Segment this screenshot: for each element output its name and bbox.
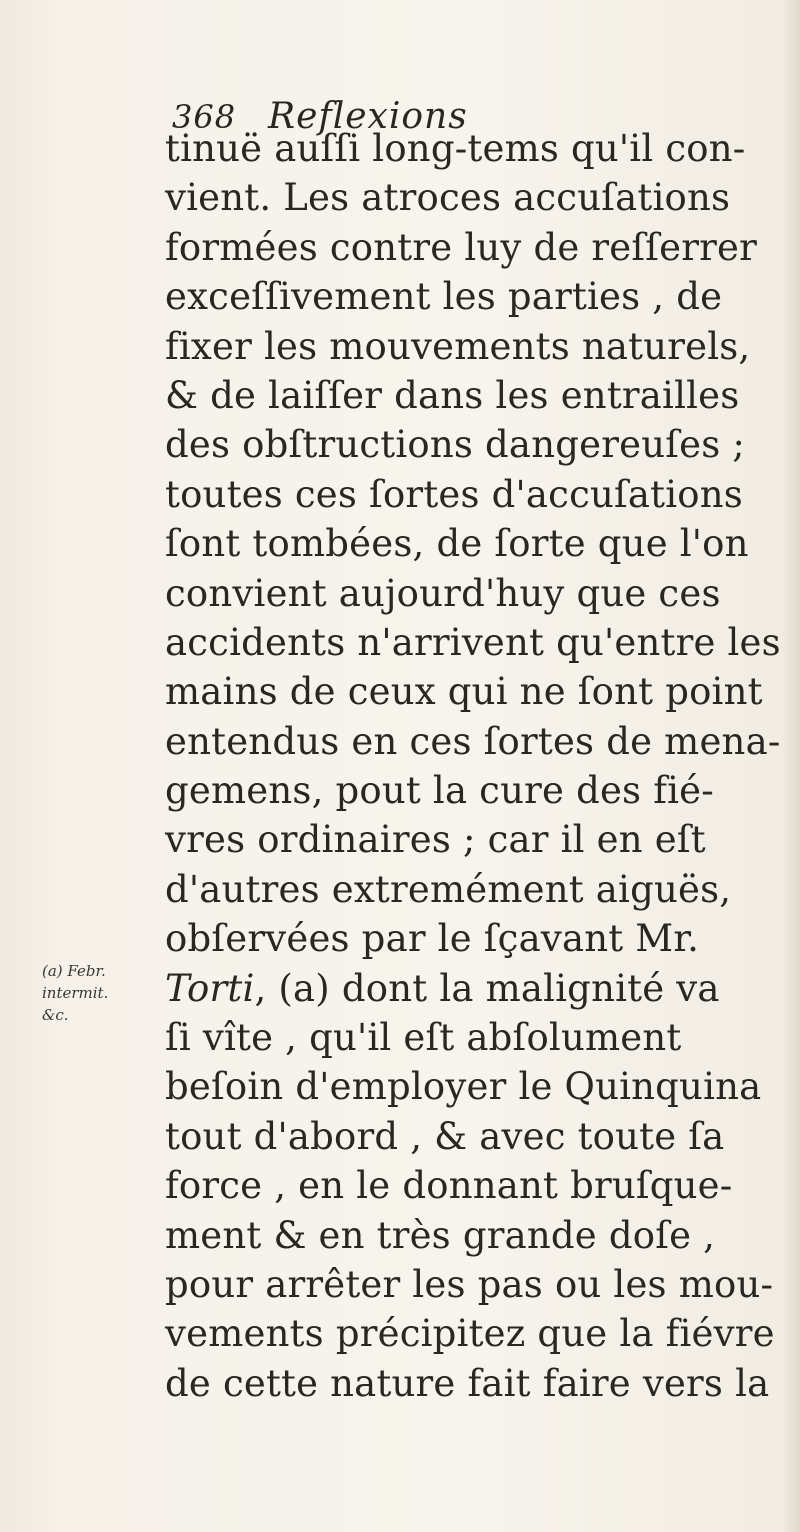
text-line: ſont tombées, de ſorte que l'on xyxy=(165,522,749,566)
text-line: obſervées par le ſçavant Mr. xyxy=(165,917,700,961)
text-line: formées contre luy de reſſerrer xyxy=(165,225,758,269)
text-line: toutes ces ſortes d'accuſations xyxy=(165,472,743,516)
text-line-rest: , (a) dont la malignité va xyxy=(254,966,720,1010)
text-line: fixer les mouvements naturels, xyxy=(165,324,751,368)
author-name: Torti xyxy=(165,966,255,1010)
text-line: exceſſivement les parties , de xyxy=(165,275,723,319)
running-title: Reflexions xyxy=(268,96,468,137)
text-line: tinuë auſſi long-tems qu'il con- xyxy=(165,127,746,170)
text-line: ment & en très grande doſe , xyxy=(165,1213,716,1257)
text-line: d'autres extremément aiguës, xyxy=(165,867,732,911)
text-line: pour arrêter les pas ou les mou- xyxy=(165,1262,774,1306)
margin-note-line: &c. xyxy=(42,1006,69,1024)
margin-note xyxy=(42,960,152,1026)
text-line: & de laiſſer dans les entrailles xyxy=(165,373,740,417)
text-line: force , en le donnant bruſque- xyxy=(165,1164,733,1208)
body-text xyxy=(165,124,790,1408)
margin-note-line: intermit. xyxy=(42,984,109,1002)
text-line: gemens, pout la cure des fié- xyxy=(165,769,714,813)
text-line-with-name xyxy=(165,964,790,1013)
page-number: 368 xyxy=(172,98,237,136)
text-line: beſoin d'employer le Quinquina xyxy=(165,1065,762,1109)
text-line: vements précipitez que la fiévre xyxy=(165,1312,775,1356)
text-line: de cette nature fait faire vers la xyxy=(165,1361,770,1405)
margin-note-line: (a) Febr. xyxy=(42,962,106,980)
text-line: mains de ceux qui ne ſont point xyxy=(165,670,763,714)
text-line: des obſtructions dangereuſes ; xyxy=(165,423,746,467)
text-line: entendus en ces ſortes de mena- xyxy=(165,719,781,763)
text-line: tout d'abord , & avec toute ſa xyxy=(165,1114,725,1158)
text-line: convient aujourd'huy que ces xyxy=(165,571,721,615)
text-line: vres ordinaires ; car il en eſt xyxy=(165,818,706,862)
text-line: ſi vîte , qu'il eſt abſolument xyxy=(165,1016,682,1060)
text-line: accidents n'arrivent qu'entre les xyxy=(165,620,781,664)
text-line: vient. Les atroces accuſations xyxy=(165,176,731,220)
